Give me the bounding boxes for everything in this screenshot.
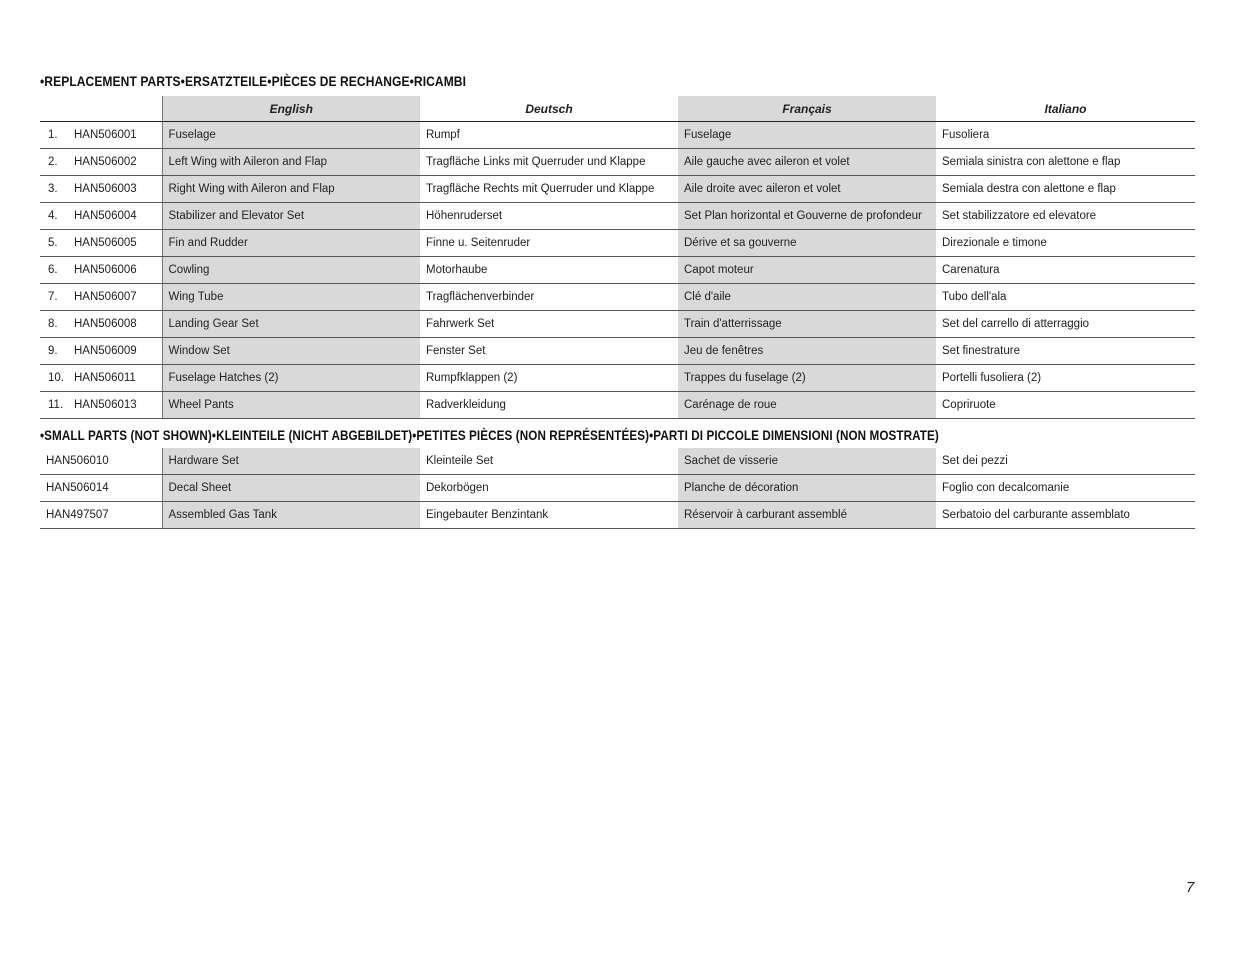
cell-francais: Dérive et sa gouverne <box>678 230 936 257</box>
table-row <box>40 257 1195 284</box>
table-header-row <box>40 96 1195 122</box>
table-row <box>40 448 1195 475</box>
cell-italiano: Set dei pezzi <box>936 448 1195 475</box>
part-number-cell <box>40 311 162 338</box>
part-index: 5. <box>48 237 58 249</box>
cell-italiano: Copriruote <box>936 392 1195 419</box>
cell-italiano: Direzionale e timone <box>936 230 1195 257</box>
part-code: HAN506007 <box>74 291 137 303</box>
cell-english: Assembled Gas Tank <box>162 502 420 529</box>
table-row <box>40 338 1195 365</box>
cell-english: Cowling <box>162 257 420 284</box>
table-row <box>40 230 1195 257</box>
cell-deutsch: Rumpfklappen (2) <box>420 365 678 392</box>
column-header-francais: Français <box>678 96 936 122</box>
table-row <box>40 311 1195 338</box>
part-code: HAN506002 <box>74 156 137 168</box>
cell-deutsch: Rumpf <box>420 122 678 149</box>
part-code: HAN506001 <box>74 129 137 141</box>
part-index: 4. <box>48 210 58 222</box>
part-code: HAN506013 <box>74 399 137 411</box>
part-index: 8. <box>48 318 58 330</box>
cell-deutsch: Radverkleidung <box>420 392 678 419</box>
cell-deutsch: Motorhaube <box>420 257 678 284</box>
cell-deutsch: Finne u. Seitenruder <box>420 230 678 257</box>
cell-francais: Set Plan horizontal et Gouverne de profondeur <box>678 203 936 230</box>
cell-francais: Train d'atterrissage <box>678 311 936 338</box>
part-code: HAN506008 <box>74 318 137 330</box>
cell-italiano: Serbatoio del carburante assemblato <box>936 502 1195 529</box>
small-parts-heading: •SMALL PARTS (NOT SHOWN)•KLEINTEILE (NICHT ABGEBILDET)•PETITES PIÈCES (NON REPRÉSENTÉES)•PARTI DI PICCOLE DIMENSIONI (NON MOSTRATE) <box>40 427 939 443</box>
cell-francais: Aile droite avec aileron et volet <box>678 176 936 203</box>
cell-francais: Jeu de fenêtres <box>678 338 936 365</box>
table-row <box>40 149 1195 176</box>
part-index: 3. <box>48 183 58 195</box>
cell-deutsch: Tragflächenverbinder <box>420 284 678 311</box>
part-index: 7. <box>48 291 58 303</box>
table-row <box>40 203 1195 230</box>
part-code: HAN506010 <box>40 448 162 475</box>
table-row <box>40 392 1195 419</box>
cell-english: Fuselage <box>162 122 420 149</box>
table-row <box>40 502 1195 529</box>
part-number-cell <box>40 392 162 419</box>
part-code: HAN506011 <box>74 372 136 384</box>
cell-francais: Clé d'aile <box>678 284 936 311</box>
cell-deutsch: Eingebauter Benzintank <box>420 502 678 529</box>
part-code: HAN506005 <box>74 237 137 249</box>
cell-italiano: Fusoliera <box>936 122 1195 149</box>
part-code: HAN506004 <box>74 210 137 222</box>
cell-italiano: Set finestrature <box>936 338 1195 365</box>
cell-english: Wheel Pants <box>162 392 420 419</box>
cell-deutsch: Dekorbögen <box>420 475 678 502</box>
cell-english: Window Set <box>162 338 420 365</box>
part-code: HAN506009 <box>74 345 137 357</box>
cell-italiano: Carenatura <box>936 257 1195 284</box>
cell-francais: Aile gauche avec aileron et volet <box>678 149 936 176</box>
part-index: 11. <box>48 399 64 411</box>
part-number-cell <box>40 230 162 257</box>
cell-deutsch: Höhenruderset <box>420 203 678 230</box>
cell-english: Wing Tube <box>162 284 420 311</box>
page-number: 7 <box>1186 879 1195 896</box>
column-header-english: English <box>162 96 420 122</box>
cell-italiano: Foglio con decalcomanie <box>936 475 1195 502</box>
part-index: 9. <box>48 345 58 357</box>
cell-english: Fuselage Hatches (2) <box>162 365 420 392</box>
cell-italiano: Set stabilizzatore ed elevatore <box>936 203 1195 230</box>
cell-francais: Carénage de roue <box>678 392 936 419</box>
table-row <box>40 122 1195 149</box>
part-number-cell <box>40 203 162 230</box>
column-header-italiano: Italiano <box>936 96 1195 122</box>
cell-francais: Fuselage <box>678 122 936 149</box>
part-index: 1. <box>48 129 58 141</box>
table-row <box>40 284 1195 311</box>
cell-english: Hardware Set <box>162 448 420 475</box>
part-number-cell <box>40 149 162 176</box>
part-number-cell <box>40 257 162 284</box>
table-row <box>40 365 1195 392</box>
cell-english: Left Wing with Aileron and Flap <box>162 149 420 176</box>
cell-deutsch: Tragfläche Rechts mit Querruder und Klappe <box>420 176 678 203</box>
cell-italiano: Semiala sinistra con alettone e flap <box>936 149 1195 176</box>
cell-francais: Réservoir à carburant assemblé <box>678 502 936 529</box>
cell-english: Stabilizer and Elevator Set <box>162 203 420 230</box>
cell-english: Right Wing with Aileron and Flap <box>162 176 420 203</box>
part-code: HAN506003 <box>74 183 137 195</box>
cell-italiano: Semiala destra con alettone e flap <box>936 176 1195 203</box>
table-row <box>40 475 1195 502</box>
table-row <box>40 176 1195 203</box>
header-spacer <box>40 96 162 122</box>
part-code: HAN506014 <box>40 475 162 502</box>
cell-francais: Planche de décoration <box>678 475 936 502</box>
part-index: 10. <box>48 372 64 384</box>
replacement-parts-table <box>40 96 1195 419</box>
cell-deutsch: Kleinteile Set <box>420 448 678 475</box>
part-number-cell <box>40 338 162 365</box>
part-index: 2. <box>48 156 58 168</box>
cell-francais: Sachet de visserie <box>678 448 936 475</box>
cell-deutsch: Fahrwerk Set <box>420 311 678 338</box>
part-code: HAN506006 <box>74 264 137 276</box>
part-number-cell <box>40 122 162 149</box>
cell-english: Fin and Rudder <box>162 230 420 257</box>
part-index: 6. <box>48 264 58 276</box>
small-parts-table <box>40 448 1195 529</box>
cell-english: Landing Gear Set <box>162 311 420 338</box>
cell-francais: Trappes du fuselage (2) <box>678 365 936 392</box>
part-number-cell <box>40 284 162 311</box>
part-code: HAN497507 <box>40 502 162 529</box>
cell-italiano: Set del carrello di atterraggio <box>936 311 1195 338</box>
cell-deutsch: Fenster Set <box>420 338 678 365</box>
cell-italiano: Portelli fusoliera (2) <box>936 365 1195 392</box>
replacement-parts-heading: •REPLACEMENT PARTS•ERSATZTEILE•PIÈCES DE RECHANGE•RICAMBI <box>40 73 467 89</box>
cell-deutsch: Tragfläche Links mit Querruder und Klappe <box>420 149 678 176</box>
part-number-cell <box>40 176 162 203</box>
cell-francais: Capot moteur <box>678 257 936 284</box>
cell-italiano: Tubo dell'ala <box>936 284 1195 311</box>
part-number-cell <box>40 365 162 392</box>
cell-english: Decal Sheet <box>162 475 420 502</box>
column-header-deutsch: Deutsch <box>420 96 678 122</box>
